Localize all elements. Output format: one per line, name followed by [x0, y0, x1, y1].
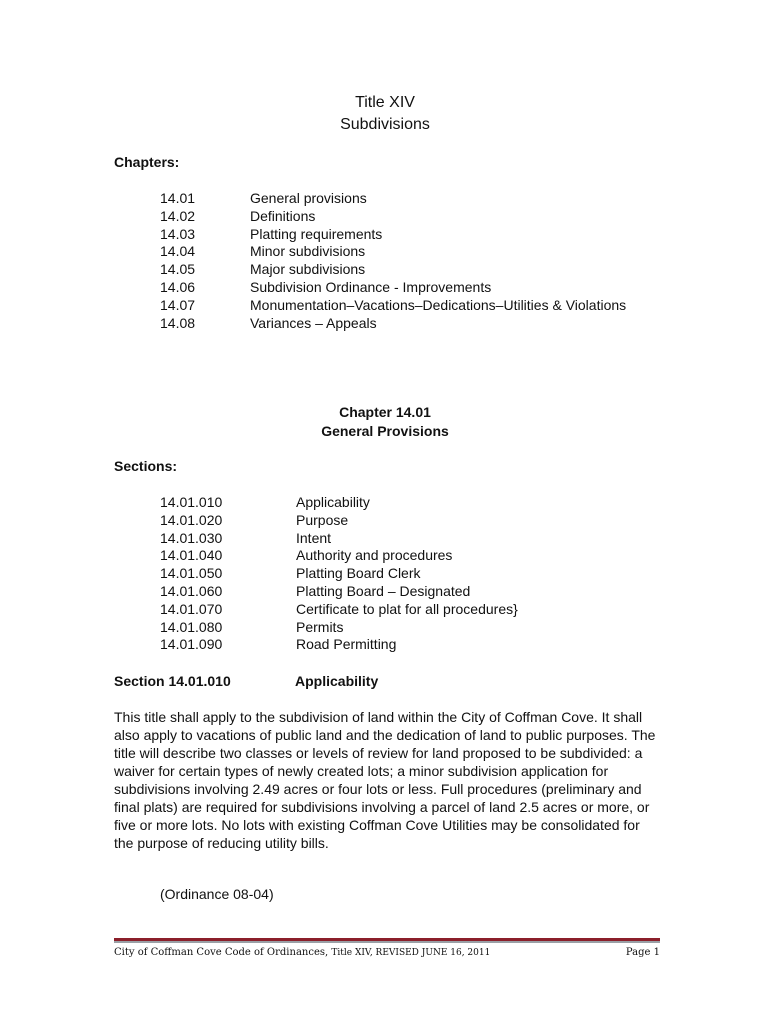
- section-number: 14.01.090: [160, 636, 223, 653]
- section-title: Certificate to plat for all procedures}: [296, 600, 518, 617]
- document-title: Title XIV: [355, 94, 415, 111]
- page-footer: [114, 947, 660, 958]
- section-title: Platting Board Clerk: [296, 565, 421, 582]
- section-body-paragraph: This title shall apply to the subdivision of land within the City of Coffman Cove. It shall also apply to vacations of public land and the dedication of land to public purposes. The title will describe two classes or levels of review for land proposed to be subdivided: a waiver for certain types of newly created lots; a minor subdivision application for subdivisions involving 2.49 acres or four lots or less. Full procedures (preliminary and final plats) are required for subdivisions involving a parcel of land 2.5 acres or more, or five or more lots. No lots with existing Coffman Cove Utilities may be consolidated for the purpose of reducing utility bills.: [114, 709, 656, 851]
- list-item: [160, 226, 626, 244]
- section-title: Road Permitting: [296, 636, 397, 653]
- chapter-list: [160, 190, 626, 332]
- chapter-number: 14.07: [160, 296, 196, 313]
- list-item: [160, 583, 518, 601]
- list-item: [160, 636, 518, 654]
- chapter-number: 14.08: [160, 314, 196, 331]
- list-item: [160, 601, 518, 619]
- section-number: 14.01.010: [160, 494, 223, 510]
- list-item: [160, 547, 518, 565]
- list-item: [160, 512, 518, 530]
- list-item: [160, 297, 626, 315]
- chapter-title: Monumentation–Vacations–Dedications–Utilities & Violations: [250, 296, 627, 313]
- section-title: Permits: [296, 618, 344, 635]
- section-title: Applicability: [296, 494, 370, 510]
- section-heading: [114, 673, 378, 689]
- chapter-heading-number: Chapter 14.01: [339, 404, 431, 420]
- chapter-number: 14.03: [160, 225, 196, 242]
- footer-code-name: City of Coffman Cove Code of Ordinances,: [114, 947, 329, 958]
- chapter-title: Major subdivisions: [250, 261, 366, 278]
- sections-label: Sections:: [114, 458, 178, 474]
- chapter-title: Variances – Appeals: [250, 314, 377, 331]
- section-title: Intent: [296, 529, 332, 546]
- chapter-number: 14.02: [160, 207, 196, 224]
- ordinance-reference: (Ordinance 08-04): [160, 886, 274, 902]
- title-block: [0, 92, 770, 136]
- chapter-title: Definitions: [250, 207, 316, 224]
- section-number: 14.01.070: [160, 600, 223, 617]
- chapter-title: General provisions: [250, 190, 367, 206]
- chapters-label: Chapters:: [114, 154, 180, 170]
- chapter-number: 14.01: [160, 190, 196, 206]
- chapter-title: Platting requirements: [250, 225, 383, 242]
- list-item: [160, 190, 626, 208]
- section-number: 14.01.030: [160, 529, 223, 546]
- section-list: [160, 494, 518, 654]
- list-item: [160, 243, 626, 261]
- footer-rule-gray: [114, 941, 660, 943]
- footer-revision: Title XIV, REVISED JUNE 16, 2011: [331, 948, 491, 958]
- section-title: Platting Board – Designated: [296, 582, 471, 599]
- footer-citation: [114, 947, 490, 958]
- list-item: [160, 315, 626, 333]
- list-item: [160, 619, 518, 637]
- page-number: Page 1: [625, 947, 660, 958]
- chapter-number: 14.04: [160, 243, 196, 260]
- section-number: 14.01.020: [160, 511, 223, 528]
- document-subtitle: Subdivisions: [340, 116, 430, 133]
- chapter-title: Minor subdivisions: [250, 243, 366, 260]
- list-item: [160, 261, 626, 279]
- section-title: Authority and procedures: [296, 547, 453, 564]
- chapter-heading-title: General Provisions: [321, 423, 449, 439]
- section-number: 14.01.040: [160, 547, 223, 564]
- list-item: [160, 565, 518, 583]
- chapter-heading: [0, 403, 770, 441]
- list-item: [160, 494, 518, 512]
- section-number: 14.01.050: [160, 565, 223, 582]
- list-item: [160, 530, 518, 548]
- chapter-number: 14.06: [160, 278, 196, 295]
- chapter-number: 14.05: [160, 261, 196, 278]
- section-title: Purpose: [296, 511, 349, 528]
- list-item: [160, 279, 626, 297]
- section-number: 14.01.080: [160, 618, 223, 635]
- list-item: [160, 208, 626, 226]
- section-number: 14.01.060: [160, 582, 223, 599]
- section-heading-title: Applicability: [295, 673, 379, 689]
- section-heading-number: Section 14.01.010: [114, 673, 231, 689]
- chapter-title: Subdivision Ordinance - Improvements: [250, 278, 492, 295]
